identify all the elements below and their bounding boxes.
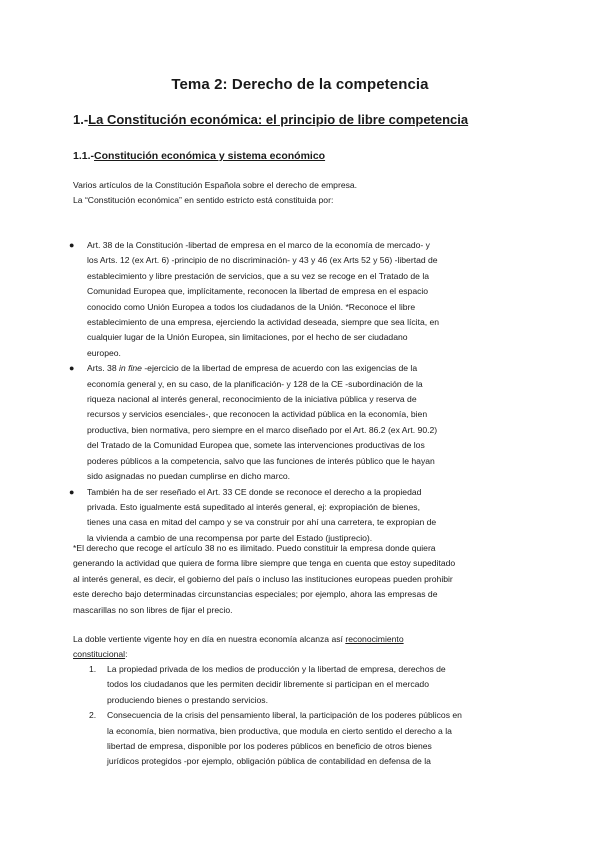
- text-line: cualquier lugar de la Unión Europea, sin limitaciones, por el hecho de ser ciudadano: [87, 332, 408, 343]
- text-line: poderes públicos a la competencia, salvo que las funciones de interés público que le hayan: [87, 455, 435, 466]
- text-line: establecimiento y libre prestación de servicios, que a su vez se recoge en el Tratado de la: [87, 270, 430, 281]
- text-fragment: La doble vertiente vigente hoy en día en nuestra economía alcanza así: [73, 634, 346, 644]
- text-line: Consecuencia de la crisis del pensamiento liberal, la participación de los poderes públicos en: [107, 710, 462, 721]
- text-line: tienes una casa en mitad del campo y se va construir por ahí una carretera, te expropian de: [87, 517, 437, 528]
- numbered-list: [89, 662, 544, 770]
- text-line: privada. Esto igualmente está supeditado al interés general, ej: expropiación de bienes,: [87, 501, 420, 512]
- bullet-icon: ●: [69, 486, 75, 497]
- section-title: La Constitución económica: el principio de libre competencia: [88, 112, 469, 127]
- text-line: [87, 361, 543, 376]
- text-line: [73, 632, 543, 647]
- text-line: *El derecho que recoge el artículo 38 no es ilimitado. Puedo constituir la empresa donde quiera: [73, 543, 436, 553]
- text-line: Art. 38 de la Constitución -libertad de empresa en el marco de la economía de mercado- y: [87, 240, 430, 250]
- text-fragment: -ejercicio de la libertad de empresa de acuerdo con las exigencias de la: [141, 363, 418, 374]
- note-paragraph: [73, 541, 543, 618]
- text-line: jurídicos protegidos -por ejemplo, obligación pública de contabilidad en defensa de la: [107, 756, 431, 767]
- text-line: riqueza nacional al interés general, reconocimiento de la iniciativa pública y reserva de: [87, 394, 417, 405]
- bullet-list: [69, 238, 543, 546]
- text-line: recursos y servicios esenciales-, que reconocen la actividad pública en la economía, bien: [87, 409, 428, 420]
- bullet-item: [69, 238, 543, 361]
- subsection-title: Constitución económica y sistema económico: [94, 150, 326, 162]
- item-number: 2.: [89, 710, 97, 721]
- text-line: la economía, bien normativa, bien productiva, que modula en cierto sentido el derecho a la: [107, 725, 452, 736]
- subsection-heading-1-1: [73, 150, 325, 162]
- section-number: 1.-: [73, 112, 89, 127]
- text-line: generando la actividad que quiera de forma libre siempre que tenga en cuenta que estoy supeditado: [73, 558, 456, 569]
- bullet-item: [69, 485, 543, 547]
- text-line: [73, 647, 543, 662]
- text-line: Comunidad Europea que, implícitamente, reconocen la libertad de empresa en el espacio: [87, 286, 429, 297]
- italic-fragment: in fine: [119, 363, 142, 374]
- text-line: libertad de empresa, disponible por los poderes públicos en beneficio de otros bienes: [107, 741, 432, 752]
- underlined-term: constitucional: [73, 649, 126, 660]
- numbered-item: [89, 662, 544, 708]
- intro-paragraph: [73, 178, 543, 209]
- text-line: este derecho bajo determinadas circunstancias especiales; por ejemplo, ahora las empresas de: [73, 589, 438, 600]
- page-title: Tema 2: Derecho de la competencia: [171, 76, 429, 93]
- text-line: La “Constitución económica” en sentido estricto está constituida por:: [73, 195, 334, 206]
- bullet-icon: ●: [69, 363, 75, 374]
- text-fragment: Arts. 38: [87, 363, 119, 374]
- numbered-item: [89, 708, 544, 770]
- bullet-item: [69, 361, 543, 484]
- text-line: europeo.: [87, 347, 121, 358]
- bullet-icon: ●: [69, 240, 75, 250]
- text-line: mascarillas no son libres de fijar el precio.: [73, 604, 233, 615]
- text-line: economía general y, en su caso, de la planificación- y 128 de la CE -subordinación de la: [87, 378, 423, 389]
- underlined-term: reconocimiento: [345, 634, 404, 644]
- text-line: la vivienda a cambio de una recompensa por parte del Estado (justiprecio).: [87, 532, 373, 543]
- text-line: produciendo bienes o prestando servicios.: [107, 694, 268, 705]
- section-heading-1: [73, 112, 468, 127]
- text-line: Varios artículos de la Constitución Española sobre el derecho de empresa.: [73, 180, 358, 190]
- text-line: establecimiento de una empresa, ejerciendo la actividad deseada, siempre que sea lícita, en: [87, 317, 440, 328]
- text-line: conocido como Unión Europea a todos los ciudadanos de la Unión. *Reconoce el libre: [87, 301, 416, 312]
- text-line: productiva, bien normativa, pero siempre en el marco diseñado por el Art. 86.2 (ex Art. 90.2): [87, 424, 438, 435]
- item-number: 1.: [89, 664, 97, 674]
- text-line: sido asignadas no puedan cumplirse en dicho marco.: [87, 471, 291, 482]
- subsection-number: 1.1.-: [73, 150, 95, 162]
- doble-vertiente-paragraph: [73, 632, 543, 663]
- text-line: También ha de ser reseñado el Art. 33 CE donde se reconoce el derecho a la propiedad: [87, 486, 422, 497]
- text-line: al interés general, es decir, el gobierno del país o incluso las instituciones europeas pueden prohibir: [73, 573, 453, 584]
- text-line: del Tratado de la Comunidad Europea que, somete las intervenciones productivas de los: [87, 440, 425, 451]
- text-line: La propiedad privada de los medios de producción y la libertad de empresa, derechos de: [107, 664, 446, 674]
- text-fragment: :: [125, 649, 128, 660]
- text-line: todos los ciudadanos que les permiten decidir libremente si participan en el mercado: [107, 679, 429, 690]
- text-line: los Arts. 12 (ex Art. 6) -principio de no discriminación- y 43 y 46 (ex Arts 52 y 56) -libertad de: [87, 255, 438, 266]
